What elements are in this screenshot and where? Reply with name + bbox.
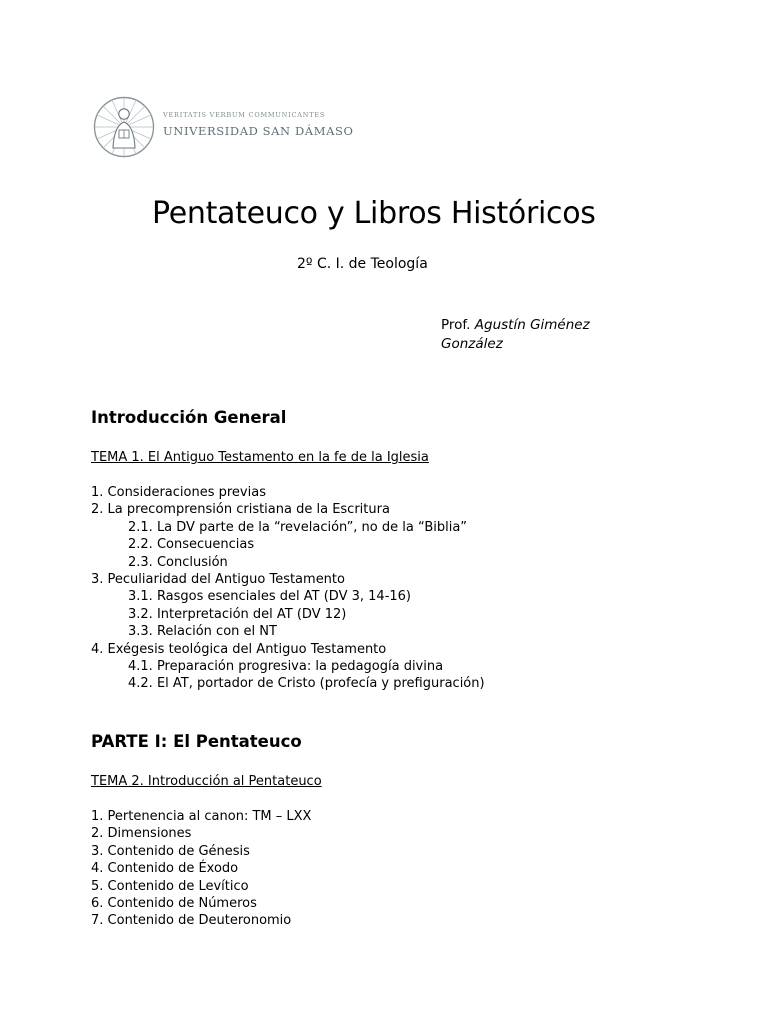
- professor-name: Agustín Giménez González: [441, 317, 590, 352]
- list-item: 1. Consideraciones previas: [91, 485, 266, 500]
- section-heading: Introducción General: [91, 408, 287, 427]
- university-motto: VERITATIS VERBUM COMMUNICANTES: [163, 110, 326, 119]
- topic-list: [91, 484, 731, 693]
- list-item: 2.2. Consecuencias: [128, 537, 255, 553]
- professor-prefix: Prof.: [441, 317, 475, 333]
- course-subtitle: 2º C. I. de Teología: [297, 256, 428, 272]
- list-item: 6. Contenido de Números: [91, 896, 257, 912]
- section-parte-i-pentateuco: [91, 732, 731, 930]
- topic-list: [91, 808, 731, 930]
- list-item: 3.2. Interpretación del AT (DV 12): [128, 606, 347, 622]
- list-item: 2. La precomprensión cristiana de la Escritura: [91, 502, 390, 518]
- university-seal-icon: [93, 96, 155, 158]
- list-item: 4. Exégesis teológica del Antiguo Testamento: [91, 641, 387, 657]
- list-item: 2.1. La DV parte de la “revelación”, no de la “Biblia”: [128, 519, 468, 535]
- professor-line: [441, 316, 641, 354]
- list-item: 5. Contenido de Levítico: [91, 878, 249, 894]
- list-item: 4.1. Preparación progresiva: la pedagogía divina: [128, 659, 444, 675]
- list-item: 7. Contenido de Deuteronomio: [91, 913, 292, 929]
- page-title: Pentateuco y Libros Históricos: [152, 196, 596, 231]
- list-item: 1. Pertenencia al canon: TM – LXX: [91, 809, 312, 824]
- tema-title: TEMA 2. Introducción al Pentateuco: [91, 774, 322, 789]
- list-item: 3. Contenido de Génesis: [91, 843, 250, 859]
- section-heading: PARTE I: El Pentateuco: [91, 732, 302, 751]
- list-item: 2. Dimensiones: [91, 826, 192, 842]
- tema-title: TEMA 1. El Antiguo Testamento en la fe de la Iglesia: [91, 450, 429, 465]
- university-logo: [93, 96, 354, 158]
- list-item: 3. Peculiaridad del Antiguo Testamento: [91, 572, 345, 588]
- list-item: 3.1. Rasgos esenciales del AT (DV 3, 14-16): [128, 589, 411, 605]
- university-name: UNIVERSIDAD SAN DÁMASO: [163, 123, 354, 138]
- list-item: 4.2. El AT, portador de Cristo (profecía y prefiguración): [128, 676, 485, 692]
- section-introduccion-general: [91, 408, 731, 693]
- list-item: 2.3. Conclusión: [128, 554, 228, 570]
- list-item: 4. Contenido de Éxodo: [91, 861, 239, 877]
- list-item: 3.3. Relación con el NT: [128, 624, 277, 640]
